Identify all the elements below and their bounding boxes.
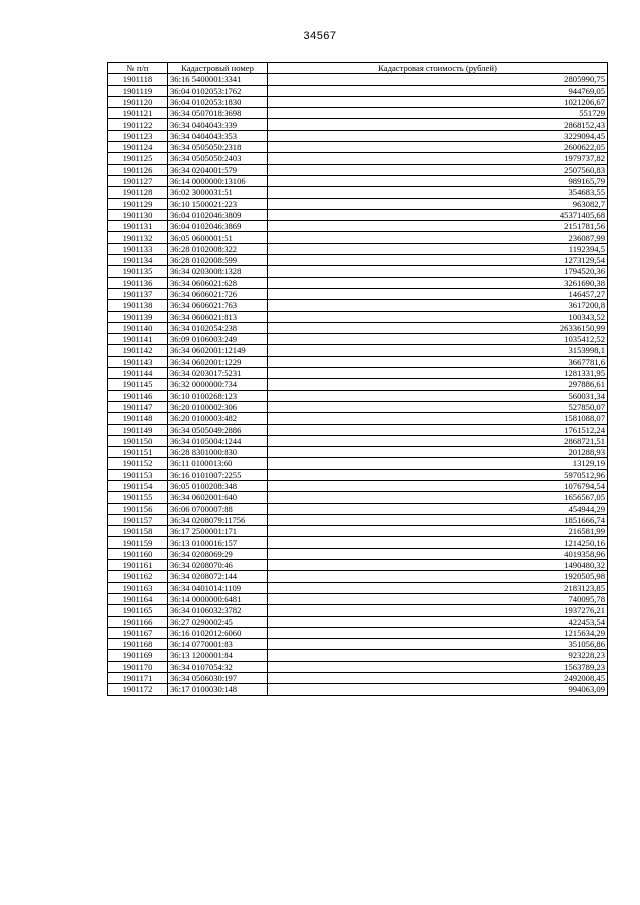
row-index-cell: 1901152 [108,458,168,469]
table-row [108,266,608,277]
row-index-cell: 1901125 [108,153,168,164]
row-index-cell: 1901159 [108,537,168,548]
cadastral-value-cell: 2492008,45 [268,673,608,684]
cadastral-value-cell: 3153998,1 [268,345,608,356]
cadastral-number-cell: 36:04 0102053:1762 [168,85,268,96]
cadastral-value-cell: 1192394,5 [268,243,608,254]
row-index-cell: 1901139 [108,311,168,322]
row-index-cell: 1901119 [108,85,168,96]
cadastral-value-cell: 1076794,54 [268,480,608,491]
table-row [108,153,608,164]
cadastral-number-cell: 36:34 0107054:32 [168,661,268,672]
cadastral-value-cell: 2151781,56 [268,221,608,232]
cadastral-value-cell: 944769,05 [268,85,608,96]
cadastral-value-cell: 740095,78 [268,593,608,604]
row-index-cell: 1901154 [108,480,168,491]
cadastral-value-cell: 1214250,16 [268,537,608,548]
cadastral-number-cell: 36:04 0102053:1830 [168,96,268,107]
cadastral-number-cell: 36:10 1500021:223 [168,198,268,209]
row-index-cell: 1901128 [108,187,168,198]
cadastral-number-cell: 36:34 0602001:1229 [168,356,268,367]
table-row [108,661,608,672]
cadastral-number-cell: 36:34 0204001:579 [168,164,268,175]
row-index-cell: 1901133 [108,243,168,254]
row-index-cell: 1901166 [108,616,168,627]
cadastral-number-cell: 36:34 0404043:353 [168,130,268,141]
cadastral-number-cell: 36:14 0000000:13106 [168,175,268,186]
table-row [108,582,608,593]
table-row [108,334,608,345]
table-row [108,232,608,243]
row-index-cell: 1901130 [108,209,168,220]
row-index-cell: 1901138 [108,300,168,311]
row-index-cell: 1901144 [108,368,168,379]
cadastral-number-cell: 36:34 0404043:339 [168,119,268,130]
cadastral-value-cell: 2507560,83 [268,164,608,175]
table-body [108,74,608,695]
table-row [108,413,608,424]
row-index-cell: 1901157 [108,514,168,525]
cadastral-value-cell: 2600622,05 [268,142,608,153]
table-row [108,379,608,390]
row-index-cell: 1901156 [108,503,168,514]
row-index-cell: 1901149 [108,424,168,435]
cadastral-number-cell: 36:34 0208079:11756 [168,514,268,525]
cadastral-value-cell: 5970512,96 [268,469,608,480]
cadastral-value-cell: 1761512,24 [268,424,608,435]
table-row [108,221,608,232]
cadastral-number-cell: 36:05 0100208:348 [168,480,268,491]
cadastral-value-cell: 351056,86 [268,639,608,650]
cadastral-value-cell: 1021206,67 [268,96,608,107]
table-row [108,616,608,627]
cadastral-number-cell: 36:34 0102054:238 [168,322,268,333]
cadastral-value-cell: 216581,99 [268,526,608,537]
row-index-cell: 1901136 [108,277,168,288]
cadastral-number-cell: 36:05 0600001:51 [168,232,268,243]
table-row [108,255,608,266]
table-row [108,424,608,435]
table-row [108,345,608,356]
row-index-cell: 1901134 [108,255,168,266]
table-row [108,130,608,141]
cadastral-value-cell: 1281331,95 [268,368,608,379]
cadastral-value-cell: 1273129,54 [268,255,608,266]
table-row [108,492,608,503]
cadastral-value-cell: 1979737,82 [268,153,608,164]
row-index-cell: 1901169 [108,650,168,661]
cadastral-value-cell: 146457,27 [268,288,608,299]
row-index-cell: 1901145 [108,379,168,390]
cadastral-value-table [107,62,608,696]
cadastral-number-cell: 36:34 0602001:12149 [168,345,268,356]
table-row [108,390,608,401]
cadastral-value-cell: 1920505,98 [268,571,608,582]
table-row [108,164,608,175]
cadastral-value-cell: 963082,7 [268,198,608,209]
cadastral-number-cell: 36:28 8301000:830 [168,447,268,458]
cadastral-number-cell: 36:27 0290002:45 [168,616,268,627]
cadastral-number-cell: 36:34 0505050:2403 [168,153,268,164]
table-row [108,593,608,604]
row-index-cell: 1901127 [108,175,168,186]
table-row [108,300,608,311]
table-row [108,447,608,458]
cadastral-number-cell: 36:16 0102012:6060 [168,627,268,638]
cadastral-value-cell: 1851666,74 [268,514,608,525]
cadastral-value-cell: 4019358,96 [268,548,608,559]
table-row [108,198,608,209]
page-number: 34567 [303,30,337,42]
cadastral-number-cell: 36:34 0505050:2318 [168,142,268,153]
cadastral-number-cell: 36:02 3000031:51 [168,187,268,198]
cadastral-number-cell: 36:06 0700007:88 [168,503,268,514]
cadastral-value-cell: 201288,93 [268,447,608,458]
cadastral-value-cell: 26336150,99 [268,322,608,333]
cadastral-number-cell: 36:34 0602001:640 [168,492,268,503]
cadastral-value-cell: 527850,07 [268,401,608,412]
table-row [108,548,608,559]
cadastral-value-cell: 994063,09 [268,684,608,695]
row-index-cell: 1901164 [108,593,168,604]
cadastral-value-cell: 3667781,6 [268,356,608,367]
cadastral-number-cell: 36:17 0100030:148 [168,684,268,695]
row-index-cell: 1901162 [108,571,168,582]
row-index-cell: 1901172 [108,684,168,695]
cadastral-number-cell: 36:13 1200001:84 [168,650,268,661]
table-row [108,627,608,638]
table-row [108,571,608,582]
table-row [108,684,608,695]
cadastral-value-cell: 2868721,51 [268,435,608,446]
row-index-cell: 1901120 [108,96,168,107]
row-index-cell: 1901160 [108,548,168,559]
cadastral-value-cell: 354683,55 [268,187,608,198]
cadastral-number-cell: 36:28 0102008:322 [168,243,268,254]
cadastral-value-cell: 989165,79 [268,175,608,186]
table-row [108,74,608,85]
row-index-cell: 1901146 [108,390,168,401]
table-row [108,187,608,198]
cadastral-value-cell: 551729 [268,108,608,119]
row-index-cell: 1901147 [108,401,168,412]
cadastral-value-cell: 1215634,29 [268,627,608,638]
row-index-cell: 1901165 [108,605,168,616]
cadastral-number-cell: 36:34 0106032:3782 [168,605,268,616]
row-index-cell: 1901167 [108,627,168,638]
cadastral-value-cell: 923228,23 [268,650,608,661]
cadastral-value-cell: 2183123,85 [268,582,608,593]
cadastral-number-cell: 36:10 0100268:123 [168,390,268,401]
table-row [108,368,608,379]
table-row [108,526,608,537]
cadastral-number-cell: 36:34 0606021:813 [168,311,268,322]
cadastral-value-cell: 1035412,52 [268,334,608,345]
row-index-cell: 1901118 [108,74,168,85]
row-index-cell: 1901142 [108,345,168,356]
column-header-index: № п/п [108,63,168,74]
cadastral-value-cell: 100343,52 [268,311,608,322]
table-row [108,469,608,480]
cadastral-number-cell: 36:32 0000000:734 [168,379,268,390]
table-row [108,85,608,96]
table-row [108,96,608,107]
table-row [108,108,608,119]
row-index-cell: 1901124 [108,142,168,153]
row-index-cell: 1901155 [108,492,168,503]
cadastral-value-cell: 3261690,38 [268,277,608,288]
table-row [108,119,608,130]
table-row [108,311,608,322]
cadastral-value-cell: 560031,34 [268,390,608,401]
table-row [108,175,608,186]
row-index-cell: 1901143 [108,356,168,367]
cadastral-number-cell: 36:34 0606021:628 [168,277,268,288]
table-row [108,458,608,469]
row-index-cell: 1901161 [108,560,168,571]
table-row [108,401,608,412]
cadastral-number-cell: 36:04 0102046:3809 [168,209,268,220]
table-row [108,537,608,548]
cadastral-number-cell: 36:16 0101007:2255 [168,469,268,480]
row-index-cell: 1901163 [108,582,168,593]
cadastral-number-cell: 36:34 0203008:1328 [168,266,268,277]
table-row [108,560,608,571]
cadastral-number-cell: 36:16 5400001:3341 [168,74,268,85]
table-row [108,514,608,525]
column-header-cadastral-number: Кадастровый номер [168,63,268,74]
table-row [108,243,608,254]
row-index-cell: 1901170 [108,661,168,672]
cadastral-value-cell: 1563789,23 [268,661,608,672]
cadastral-number-cell: 36:34 0208069:29 [168,548,268,559]
table-row [108,673,608,684]
cadastral-number-cell: 36:28 0102008:599 [168,255,268,266]
cadastral-value-cell: 454944,29 [268,503,608,514]
cadastral-number-cell: 36:34 0105004:1244 [168,435,268,446]
cadastral-number-cell: 36:04 0102046:3869 [168,221,268,232]
row-index-cell: 1901135 [108,266,168,277]
table-row [108,435,608,446]
row-index-cell: 1901168 [108,639,168,650]
row-index-cell: 1901129 [108,198,168,209]
cadastral-value-cell: 13129,19 [268,458,608,469]
row-index-cell: 1901141 [108,334,168,345]
row-index-cell: 1901140 [108,322,168,333]
row-index-cell: 1901122 [108,119,168,130]
cadastral-value-cell: 297886,61 [268,379,608,390]
row-index-cell: 1901171 [108,673,168,684]
cadastral-number-cell: 36:20 0100002:306 [168,401,268,412]
cadastral-number-cell: 36:17 2500001:171 [168,526,268,537]
row-index-cell: 1901151 [108,447,168,458]
row-index-cell: 1901123 [108,130,168,141]
cadastral-value-cell: 236087,99 [268,232,608,243]
row-index-cell: 1901131 [108,221,168,232]
cadastral-value-cell: 1794520,36 [268,266,608,277]
row-index-cell: 1901121 [108,108,168,119]
table-row [108,322,608,333]
cadastral-value-cell: 45371405,68 [268,209,608,220]
cadastral-number-cell: 36:14 0000000:6481 [168,593,268,604]
table-row [108,503,608,514]
cadastral-value-cell: 2868152,43 [268,119,608,130]
cadastral-number-cell: 36:34 0505049:2886 [168,424,268,435]
table-row [108,356,608,367]
cadastral-value-cell: 3617200,8 [268,300,608,311]
cadastral-number-cell: 36:13 0100016:157 [168,537,268,548]
table-row [108,142,608,153]
cadastral-value-cell: 2805990,75 [268,74,608,85]
table-header-row [108,63,608,74]
row-index-cell: 1901132 [108,232,168,243]
table-row [108,650,608,661]
column-header-cadastral-value: Кадастровая стоимость (рублей) [268,63,608,74]
table-row [108,480,608,491]
cadastral-number-cell: 36:34 0606021:763 [168,300,268,311]
table-row [108,277,608,288]
cadastral-number-cell: 36:34 0203017:5231 [168,368,268,379]
cadastral-number-cell: 36:34 0507018:3698 [168,108,268,119]
table-row [108,209,608,220]
cadastral-value-cell: 1581088,07 [268,413,608,424]
table-row [108,605,608,616]
cadastral-number-cell: 36:20 0100003:482 [168,413,268,424]
cadastral-number-cell: 36:34 0506030:197 [168,673,268,684]
row-index-cell: 1901148 [108,413,168,424]
row-index-cell: 1901137 [108,288,168,299]
row-index-cell: 1901158 [108,526,168,537]
cadastral-number-cell: 36:34 0208070:46 [168,560,268,571]
cadastral-value-cell: 422453,54 [268,616,608,627]
table-row [108,288,608,299]
cadastral-value-cell: 1656567,05 [268,492,608,503]
cadastral-number-cell: 36:09 0106003:249 [168,334,268,345]
row-index-cell: 1901126 [108,164,168,175]
cadastral-number-cell: 36:14 0770001:83 [168,639,268,650]
cadastral-value-cell: 1937276,21 [268,605,608,616]
table-row [108,639,608,650]
cadastral-number-cell: 36:34 0401014:1109 [168,582,268,593]
cadastral-number-cell: 36:34 0208072:144 [168,571,268,582]
cadastral-value-cell: 1490480,32 [268,560,608,571]
cadastral-value-cell: 3229094,45 [268,130,608,141]
cadastral-number-cell: 36:11 0100013:60 [168,458,268,469]
cadastral-number-cell: 36:34 0606021:726 [168,288,268,299]
row-index-cell: 1901153 [108,469,168,480]
row-index-cell: 1901150 [108,435,168,446]
